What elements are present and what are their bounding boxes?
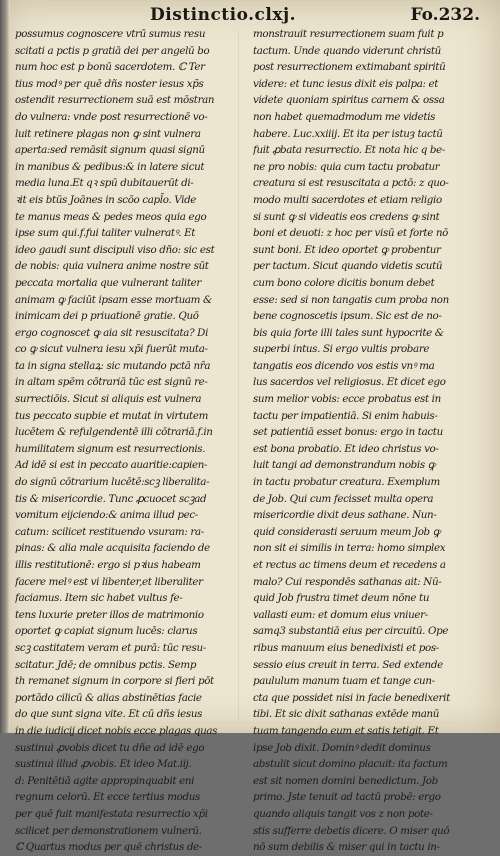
text-line: ipse Job dixit. Dominꝰ dedit dominus: [253, 741, 431, 754]
text-line: do signū cōtrarium lucētē:scꝫ liberalita-: [15, 476, 210, 489]
text-line: de Job. Qui cum fecisset multa opera: [253, 492, 434, 505]
running-title: Distinctio.clxj.: [150, 5, 297, 25]
text-line: ꝛit eis btūs Joānes in scōo capl̄o. Vide: [15, 193, 197, 206]
text-line: non habet quemadmodum me videtis: [253, 110, 436, 123]
left-text-column: [15, 26, 230, 856]
text-line: de nobis: quia vulnera anime nostre sūt: [15, 260, 209, 273]
text-line: tus peccato supbie et mutat in virtutem: [15, 409, 208, 422]
text-line: esse: sed si non tangatis cum proba non: [253, 293, 449, 306]
text-line: luit retinere plagas non ꝙ sint vulnera: [15, 127, 201, 140]
text-line: et rectus ac timens deum et recedens a: [253, 559, 446, 571]
text-line: lus sacerdos vel religiosus. Et dicet ego: [253, 376, 446, 389]
text-line: cum bono colore dicitis bonum debet: [253, 276, 435, 289]
text-line: in tactu probatur creatura. Exemplum: [253, 476, 440, 489]
text-line: th remanet signum in corpore si fieri pōt: [15, 675, 214, 688]
text-line: nō sum debilis & miser qui in tactu in-: [253, 841, 440, 854]
text-line: bene cognoscetis ipsum. Sic est de no-: [253, 310, 442, 323]
text-line: misericordie dixit deus sathane. Nun-: [253, 509, 437, 522]
text-line: monstrauit resurrectionem suam fuit p: [253, 28, 444, 40]
text-line: fuit ꝓbata resurrectio. Et nota hic q be-: [253, 144, 445, 157]
text-line: surrectiōis. Sicut si aliquis est vulnera: [15, 393, 202, 406]
text-line: modo multi sacerdotes et etiam religio: [253, 193, 442, 206]
text-line: tius modꝰ per quē dñs noster iesus xp̄s: [15, 77, 204, 90]
text-line: bis quia forte illi tales sunt hypocrite &: [253, 326, 444, 339]
text-line: peccata mortalia que vulnerant taliter: [15, 276, 201, 289]
column-gutter: [238, 30, 239, 720]
text-line: faciamus. Item sic habet vultus fe-: [15, 592, 183, 605]
text-line: tactum. Unde quando viderunt christū: [253, 44, 441, 57]
text-line: in manibus & pedibus:& in latere sicut: [15, 160, 205, 173]
text-line: sunt boni. Et ideo oportet ꝙ probentur: [253, 243, 441, 256]
text-line: tuam tangendo eum et satis tetigit. Et: [253, 724, 439, 737]
text-line: per quē fuit manifestata resurrectio xp̄i: [15, 807, 208, 820]
text-line: quid Job frustra timet deum nōne tu: [253, 592, 430, 605]
text-line: boni et deuoti: z hoc per visū et forte nō: [253, 227, 449, 240]
text-line: illis restitutionē: ergo si pꝛius habeam: [15, 559, 201, 571]
text-line: te manus meas & pedes meos quia ego: [15, 210, 207, 223]
text-line: quid considerasti seruum meum Job ꝙ: [253, 525, 441, 538]
text-line: post resurrectionem extimabant spiritū: [253, 61, 446, 74]
text-line: co ꝙ sicut vulnera iesu xp̄i fuerūt muta-: [15, 343, 208, 356]
text-line: tens luxurie preter illos de matrimonio: [15, 608, 204, 621]
text-line: ne pro nobis: quia cum tactu probatur: [253, 160, 440, 173]
text-line: est bona probatio. Et ideo christus vo-: [253, 442, 439, 455]
text-line: do que sunt signa vite. Et cū dñs iesus: [15, 708, 203, 721]
text-line: sum melior vobis: ecce probatus est in: [253, 393, 441, 406]
text-line: set patientiā esset bonus: ergo in tactu: [253, 426, 443, 439]
text-line: in altam spēm cōtrariā tūc est signū re-: [15, 376, 208, 389]
text-line: Ad idē si est in peccato auaritie:capien-: [15, 459, 208, 472]
text-line: videre: et tunc iesus dixit eis palpa: et: [253, 77, 439, 90]
text-line: sustinui ꝓvobis dicet tu dñe ad idē ego: [15, 741, 205, 754]
text-line: superbi intus. Si ergo vultis probare: [253, 343, 430, 356]
text-line: cta que possidet nisi in facie benedixerit: [253, 691, 450, 704]
text-line: do vulnera: vnde post resurrectionē vo-: [15, 110, 208, 123]
text-line: luit tangi ad demonstrandum nobis ꝙ: [253, 459, 436, 472]
text-line: scꝫ castitatem veram et purā: tūc resu-: [15, 641, 206, 654]
text-line: tibi. Et sic dixit sathanas extēde manū: [253, 708, 440, 721]
text-line: pinas: & alia male acquisita faciendo de: [15, 542, 210, 555]
text-line: scilicet per demonstrationem vulnerū.: [15, 824, 202, 837]
text-line: abstulit sicut domino placuit: ita factum: [253, 758, 448, 771]
text-line: si sunt ꝙ si videatis eos credens ꝙ sint: [253, 210, 440, 223]
text-line: per tactum. Sicut quando videtis scutū: [253, 260, 443, 273]
text-line: non sit ei similis in terra: homo simplex: [253, 542, 446, 555]
text-line: facere melꝰ est vi libenter,et liberaliter: [15, 575, 203, 588]
text-line: sessio eius creuit in terra. Sed extende: [253, 658, 443, 671]
text-line: malo? Cui respondēs sathanas ait: Nū-: [253, 575, 442, 588]
text-line: scitati a pctis p gratiā dei per angelū bo: [15, 44, 210, 57]
text-line: num hoc est p bonū sacerdotem. ℂ Ter: [15, 61, 205, 74]
text-line: inimicam dei p priuationē gratie. Quō: [15, 310, 199, 323]
text-line: ergo cognoscet ꝙ aia sit resuscitata? Di: [15, 326, 209, 339]
text-line: habere. Luc.xxiiij. Et ita per istuȝ tactū: [253, 127, 443, 140]
text-line: ideo gaudi sunt discipuli viso dño: sic est: [15, 243, 215, 256]
text-line: sustinui illud ꝓvobis. Et ideo Mat.iij.: [15, 758, 192, 771]
text-line: tangatis eos dicendo vos estis vnꝰ ma: [253, 359, 435, 372]
text-line: stis sufferre debetis dicere. O miser quō: [253, 824, 450, 837]
text-line: possumus cognoscere vtrū sumus resu: [15, 28, 206, 40]
text-line: portādo cilicū & alias abstinētias facie: [15, 691, 202, 704]
text-line: tis & misericordie. Tunc ꝓcuocet scꝫad: [15, 492, 207, 505]
running-header: [150, 5, 480, 27]
text-line: videte quoniam spiritus carnem & ossa: [253, 94, 445, 107]
text-line: aperta:sed remāsit signum quasi signū: [15, 144, 205, 157]
text-line: paululum manum tuam et tange cun-: [253, 675, 435, 688]
text-line: animam ꝙ faciūt ipsam esse mortuam &: [15, 293, 212, 306]
text-line: vomitum eijciendo:& anima illud pec-: [15, 509, 198, 522]
text-line: ta in signa stellaꝝ: sic mutando pctā nr̄a: [15, 359, 211, 372]
folio-number: Fo.232.: [410, 5, 480, 25]
text-line: vallasti eum: et domum eius vniuer-: [253, 608, 428, 621]
text-line: quando aliquis tangit vos z non pote-: [253, 807, 433, 820]
text-line: primo. Jste tenuit ad tactū probē: ergo: [253, 791, 441, 804]
text-line: catum: scilicet restituendo vsuram: ra-: [15, 525, 204, 538]
text-line: lucētem & refulgendentē illi cōtrariā.f.in: [15, 426, 213, 439]
text-line: in die iudicij dicet nobis ecce plagas quas: [15, 724, 218, 737]
text-line: media luna.Et qꝛ spū dubitauerūt di-: [15, 177, 194, 190]
text-line: oportet ꝙ capiat signum lucēs: clarus: [15, 625, 198, 638]
text-line: regnum celorū. Et ecce tertius modus: [15, 791, 200, 804]
text-line: d: Penitētiā agite appropinquabit eni: [15, 774, 195, 787]
text-line: est sit nomen domini benedictum. Job: [253, 774, 438, 787]
text-line: humilitatem signum est resurrectionis.: [15, 442, 206, 455]
binding-edge: [0, 0, 10, 733]
text-line: ostendit resurrectionem suā est mōstran: [15, 94, 215, 107]
text-line: ℂ Quartus modus per quē christus de-: [15, 841, 202, 854]
text-line: tactu per impatientiā. Si enim habuis-: [253, 409, 438, 422]
text-line: ipse sum qui.f.fui taliter vulneratꝰ. Et: [15, 227, 196, 240]
right-text-column: [253, 26, 473, 856]
text-line: creatura si est resuscitata a pctō: z quo-: [253, 177, 449, 190]
text-line: samq3 substantiā eius per circuitū. Ope: [253, 625, 449, 638]
text-line: scitatur. Jdē; de omnibus pctis. Semp: [15, 658, 197, 671]
text-line: ribus manuum eius benedixisti et pos-: [253, 641, 439, 654]
